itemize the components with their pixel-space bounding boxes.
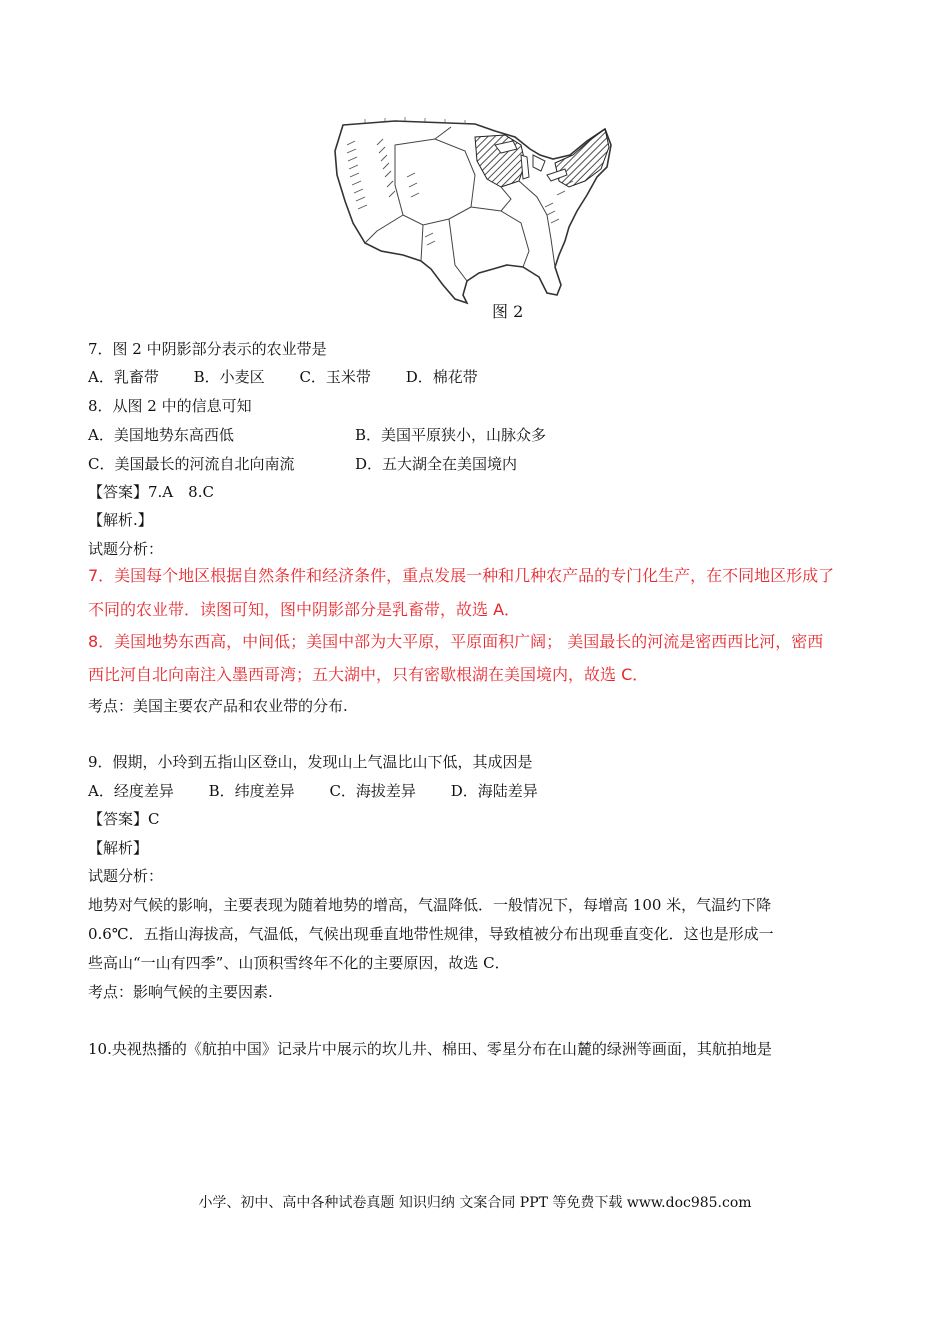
analysis-7-line2: 不同的农业带．读图可知，图中阴影部分是乳畜带，故选 A． [88,600,521,619]
q10-stem: 10.央视热播的《航拍中国》记录片中展示的坎儿井、棉田、零星分布在山麓的绿洲等画面，其航拍地是 [88,1040,772,1058]
analysis-label-7-8: 试题分析： [88,540,164,558]
q9-option-c: C．海拔差异 [329,782,416,800]
point-9: 考点：影响气候的主要因素. [88,983,273,1001]
q8-option-a: A．美国地势东高西低 [88,426,234,444]
dairy-belt-east [555,129,609,187]
q7-stem: 7．图 2 中阴影部分表示的农业带是 [88,340,327,358]
analysis-9-line1: 地势对气候的影响，主要表现为随着地势的增高，气温降低．一般情况下，每增高 100 米，气温约下降 [88,896,772,914]
q9-option-d: D．海陆差异 [450,782,538,800]
dairy-belt-west [475,135,525,187]
analysis-head-7-8: 【解析.】 [88,511,153,529]
answer-9: 【答案】C [88,810,160,828]
q9-option-b: B．纬度差异 [208,782,295,800]
usa-outline [335,121,611,303]
analysis-7-line1: 7．美国每个地区根据自然条件和经济条件，重点发展一种和几种农产品的专门化生产，在不同地区形成了 [88,566,835,585]
figure-caption: 图 2 [492,302,524,321]
q8-option-c: C．美国最长的河流自北向南流 [88,455,295,473]
q9-option-a: A．经度差异 [88,782,174,800]
q7-option-d: D．棉花带 [405,368,478,386]
usa-agriculture-map [325,115,625,330]
q9-stem: 9．假期，小玲到五指山区登山，发现山上气温比山下低，其成因是 [88,753,533,771]
analysis-8-line2: 西比河自北向南注入墨西哥湾；五大湖中，只有密歇根湖在美国境内，故选 C． [88,665,649,684]
q7-option-a: A．乳畜带 [88,368,159,386]
analysis-head-9: 【解析】 [88,839,149,857]
analysis-label-9: 试题分析： [88,867,164,885]
q8-option-d: D．五大湖全在美国境内 [355,455,518,473]
analysis-9-line2: 0.6℃．五指山海拔高，气温低，气候出现垂直地带性规律，导致植被分布出现垂直变化．这也是形成一 [88,925,774,943]
point-7-8: 考点：美国主要农产品和农业带的分布. [88,697,348,715]
q8-option-b: B．美国平原狭小，山脉众多 [355,426,547,444]
q8-stem: 8．从图 2 中的信息可知 [88,397,252,415]
q9-options [88,781,538,801]
analysis-9-line3: 些高山“一山有四季”、山顶积雪终年不化的主要原因，故选 C． [88,954,510,972]
q7-option-c: C．玉米带 [299,368,371,386]
q7-options [88,367,478,387]
answer-7-8: 【答案】7.A 8.C [88,483,214,501]
analysis-8-line1: 8．美国地势东西高，中间低；美国中部为大平原，平原面积广阔； 美国最长的河流是密西西比河，密西 [88,632,824,651]
page-footer: 小学、初中、高中各种试卷真题 知识归纳 文案合同 PPT 等免费下载 www.doc985.com [198,1195,752,1211]
q7-option-b: B．小麦区 [193,368,265,386]
